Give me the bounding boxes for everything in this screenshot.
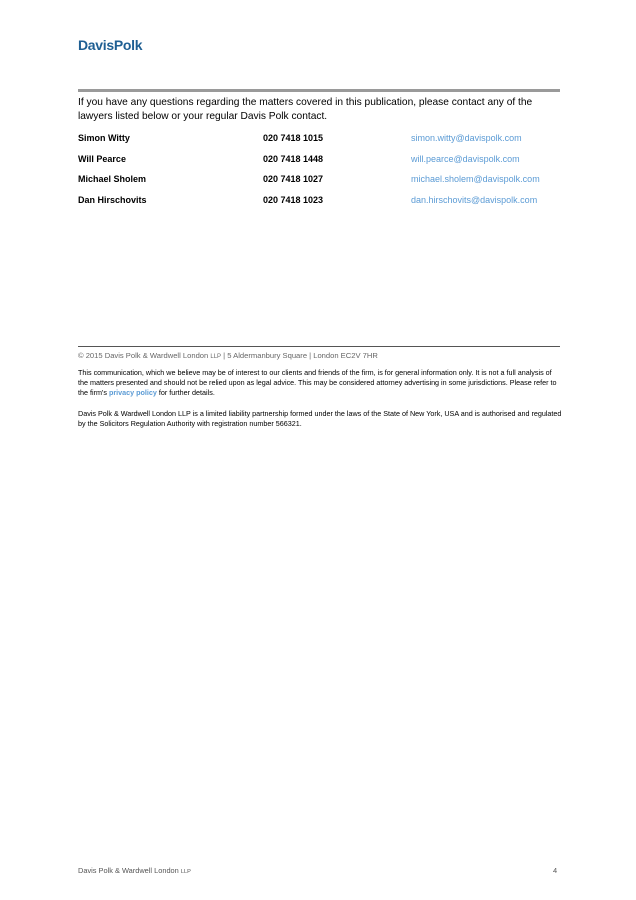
contact-email-link[interactable]: dan.hirschovits@davispolk.com — [411, 195, 538, 206]
header-divider — [78, 89, 560, 92]
footer-divider — [78, 346, 560, 347]
contact-row — [78, 195, 562, 216]
disclaimer-text: This communication, which we believe may be of interest to our clients and friends of the firm, is for general information only. It is not a full analysis of the matters presented and should not be relied upon as legal advice. This may be considered attorney advertising in some jurisdictions. Please refer to the firm's — [78, 368, 557, 397]
contact-row — [78, 133, 562, 154]
contact-email-link[interactable]: will.pearce@davispolk.com — [411, 153, 520, 164]
footer-firm-text: Davis Polk & Wardwell London — [78, 866, 181, 875]
copyright-prefix: © 2015 Davis Polk & Wardwell London — [78, 351, 211, 360]
registration-paragraph: Davis Polk & Wardwell London LLP is a limited liability partnership formed under the laws of the State of New York, USA and is authorised and regulated by the Solicitors Regulation Authority with registration number 566321. — [78, 409, 562, 428]
contact-name: Michael Sholem — [78, 174, 147, 185]
disclaimer-text-after: for further details. — [156, 388, 215, 397]
copyright-address: | 5 Aldermanbury Square | London EC2V 7HR — [221, 351, 378, 360]
contact-phone: 020 7418 1027 — [263, 174, 324, 185]
davis-polk-logo: DavisPolk — [78, 37, 143, 53]
copyright-llp: LLP — [210, 354, 222, 360]
intro-paragraph: If you have any questions regarding the matters covered in this publication, please contact any of the lawyers listed below or your regular Davis Polk contact. — [78, 97, 533, 122]
contact-row — [78, 154, 562, 175]
contact-name: Dan Hirschovits — [78, 195, 147, 206]
copyright-line — [78, 351, 378, 360]
contact-email-link[interactable]: simon.witty@davispolk.com — [411, 133, 522, 143]
contact-phone: 020 7418 1015 — [263, 133, 324, 143]
page-number: 4 — [553, 866, 558, 875]
contact-phone: 020 7418 1448 — [263, 153, 324, 164]
contact-name: Will Pearce — [78, 153, 126, 164]
privacy-policy-link[interactable]: privacy policy — [108, 388, 157, 397]
footer-llp: LLP — [180, 869, 191, 875]
contact-name: Simon Witty — [78, 133, 130, 143]
contact-row — [78, 174, 562, 195]
contact-email-link[interactable]: michael.sholem@davispolk.com — [411, 174, 540, 185]
footer-firm-name — [78, 866, 191, 875]
contact-list — [78, 133, 562, 216]
contact-phone: 020 7418 1023 — [263, 195, 324, 206]
disclaimer-paragraph — [78, 368, 562, 398]
